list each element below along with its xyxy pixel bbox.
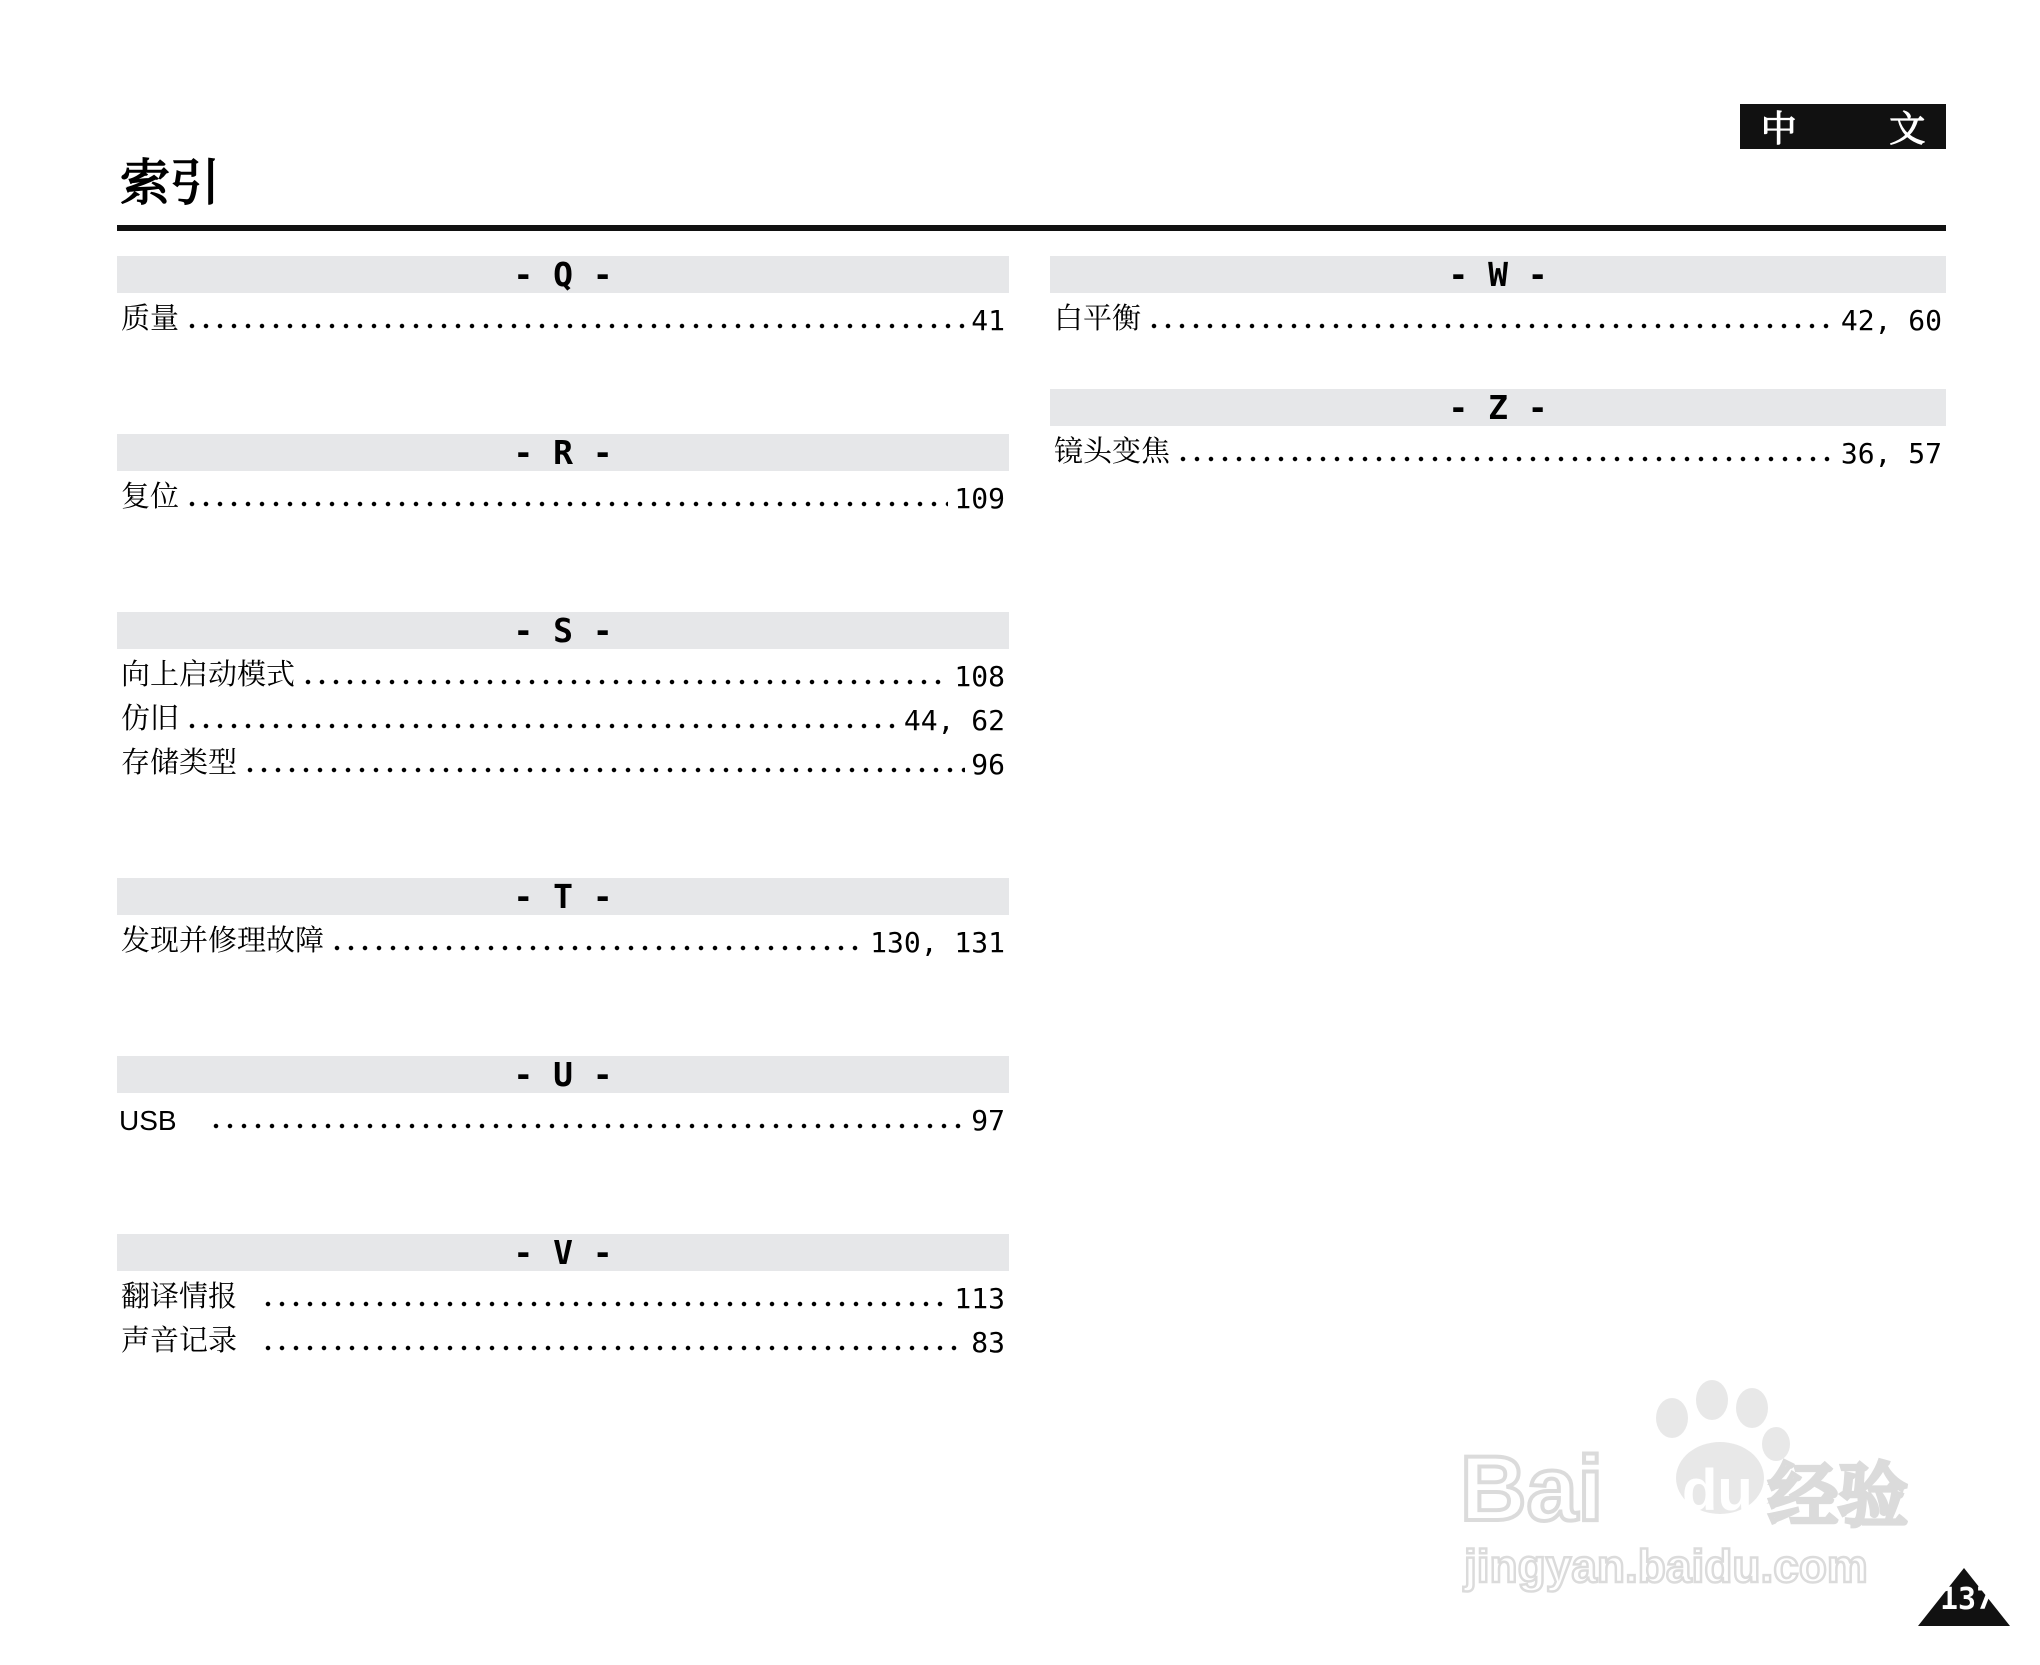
dot-leader [261,1299,948,1309]
entry-pages: 109 [954,482,1005,515]
index-entry [117,649,1009,693]
section-heading: - Z - [1050,389,1946,426]
index-entry [117,471,1009,515]
entry-pages: 97 [971,1104,1005,1137]
section-heading: - V - [117,1234,1009,1271]
watermark-brand: Bai [1460,1438,1604,1540]
index-section-u [117,1056,1009,1137]
entry-term: 发现并修理故障 [121,923,325,957]
entry-pages: 42, 60 [1840,304,1942,337]
language-badge-label: 中 文 [1760,109,1966,150]
index-entry [117,1271,1009,1315]
index-entry [117,915,1009,959]
page-title: 索引 [120,154,220,212]
title-divider [117,225,1946,231]
entry-term: 白平衡 [1054,301,1142,335]
dot-leader [301,677,948,687]
watermark-brand-du: du [1682,1458,1753,1523]
dot-leader [243,765,965,775]
watermark-product: 经验 [1768,1455,1908,1537]
entry-pages: 108 [954,660,1005,693]
dot-leader [185,321,965,331]
index-entry [1050,426,1946,470]
section-heading: - S - [117,612,1009,649]
index-section-t [117,878,1009,959]
entry-term: 仿旧 [121,701,180,735]
dot-leader [185,721,898,731]
entry-term: 质量 [121,301,180,335]
dot-leader [330,943,864,953]
index-section-r [117,434,1009,515]
entry-term: 声音记录 [121,1323,238,1357]
language-badge [1740,104,1966,150]
section-heading: - T - [117,878,1009,915]
entry-pages: 36, 57 [1840,437,1942,470]
index-entry [117,737,1009,781]
dot-leader [1147,321,1835,331]
section-heading: - U - [117,1056,1009,1093]
section-heading: - Q - [117,256,1009,293]
entry-term: 存储类型 [121,745,238,779]
entry-pages: 96 [971,748,1005,781]
entry-pages: 130, 131 [870,926,1005,959]
entry-term: 复位 [121,479,180,513]
dot-leader [209,1121,966,1131]
index-section-q [117,256,1009,337]
index-section-z [1050,389,1946,470]
entry-pages: 44, 62 [903,704,1005,737]
dot-leader [185,499,948,509]
entry-term: 翻译情报 [121,1279,238,1313]
index-entry [117,1315,1009,1359]
index-section-v [117,1234,1009,1359]
watermark-url: jingyan.baidu.com [1464,1540,1868,1592]
section-heading: - R - [117,434,1009,471]
page-number: 137 [1940,1582,1995,1617]
baidu-jingyan-watermark [1450,1360,1930,1600]
dot-leader [1176,454,1835,464]
section-heading: - W - [1050,256,1946,293]
dot-leader [261,1343,965,1353]
index-entry [1050,293,1946,337]
entry-term: 向上启动模式 [121,657,296,691]
index-entry [117,293,1009,337]
entry-term: USB [119,1105,177,1136]
index-entry [117,693,1009,737]
entry-pages: 41 [971,304,1005,337]
index-section-s [117,612,1009,781]
entry-pages: 113 [954,1282,1005,1315]
entry-pages: 83 [971,1326,1005,1359]
entry-term: 镜头变焦 [1054,434,1171,468]
index-section-w [1050,256,1946,337]
index-entry [117,1093,1009,1137]
